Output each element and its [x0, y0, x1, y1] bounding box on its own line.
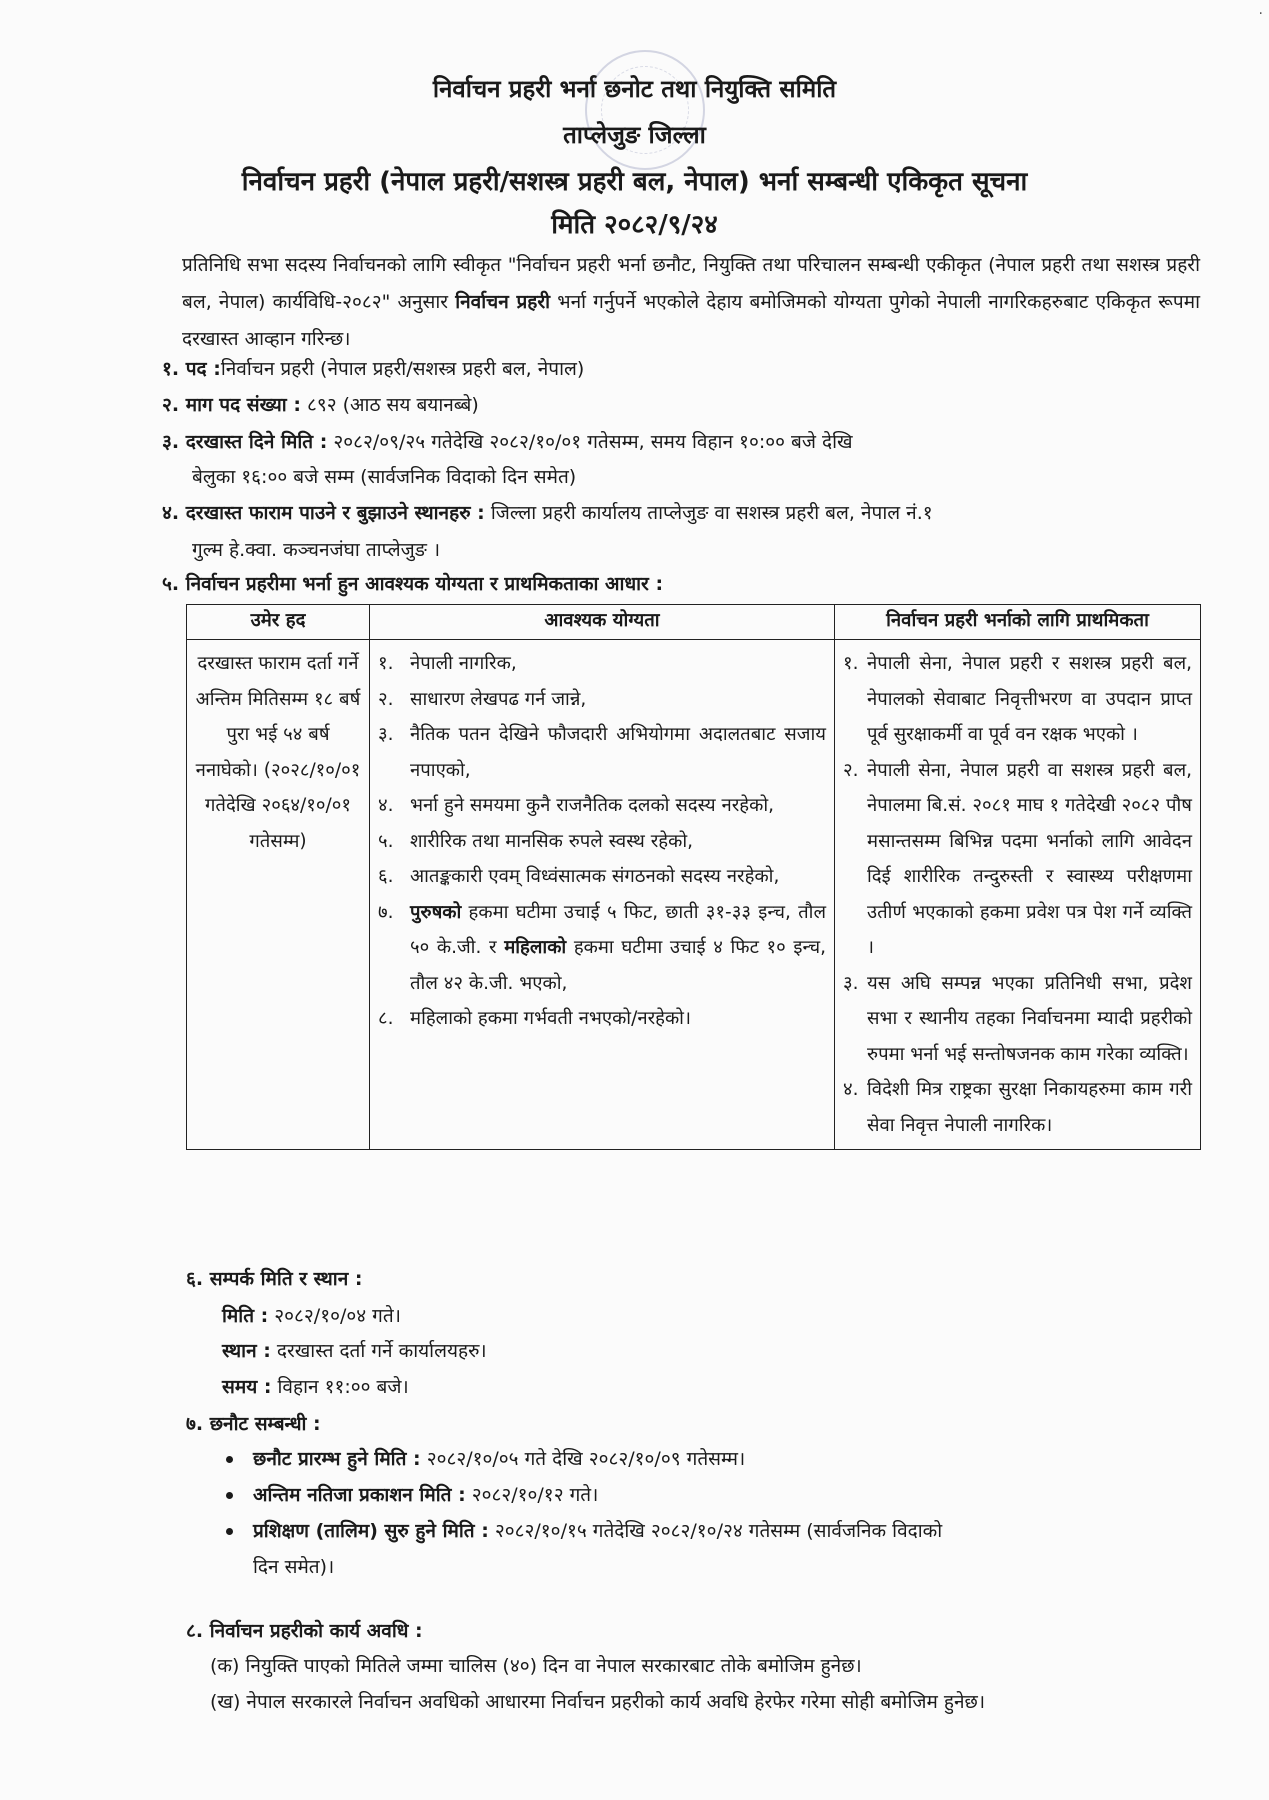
list-item: ४. भर्ना हुने समयमा कुनै राजनैतिक दलको सदस्य नरहेको,: [378, 795, 775, 816]
notice-title: निर्वाचन प्रहरी (नेपाल प्रहरी/सशस्त्र प्रहरी बल, नेपाल) भर्ना सम्बन्धी एकिकृत सूचना: [241, 167, 1028, 197]
contact-place: स्थान : दरखास्त दर्ता गर्ने कार्यालयहरु।: [222, 1340, 487, 1362]
priority-cell: [835, 640, 1201, 1150]
notice-date: मिति २०८२/९/२४: [551, 210, 718, 240]
office-seal-stamp: [585, 50, 705, 170]
col-priority: निर्वाचन प्रहरी भर्नाको लागि प्राथमिकता: [835, 605, 1201, 640]
bullet-icon: [226, 1456, 233, 1463]
section-count: २. माग पद संख्या : ८९२ (आठ सय बयानब्बे): [162, 394, 479, 416]
intro-text-1: प्रतिनिधि सभा सदस्य निर्वाचनको लागि स्वीकृत "निर्वाचन प्रहरी भर्ना छनौट, नियुक्ति तथा परिचालन सम्बन्धी एकीकृत (नेपाल प्रहरी तथा सशस्त्र प्रहरी बल, नेपाल) कार्यविधि-२०८२" अनुसार: [182, 254, 1200, 313]
intro-paragraph: [182, 247, 1200, 358]
committee-title: निर्वाचन प्रहरी भर्ना छनोट तथा नियुक्ति समिति: [432, 75, 837, 103]
list-item: ३. नैतिक पतन देखिने फौजदारी अभियोगमा अदालतबाट सजाय नपाएको,: [378, 724, 826, 781]
contact-date: मिति : २०८२/१०/०४ गते।: [222, 1305, 401, 1327]
selection-training: प्रशिक्षण (तालिम) सुरु हुने मिति : २०८२/१०/१५ गतेदेखि २०८२/१०/२४ गतेसम्म (सार्वजनिक विदाको: [226, 1517, 942, 1543]
corner-mark: ·: [1258, 6, 1263, 22]
section-eligibility-heading: ५. निर्वाचन प्रहरीमा भर्ना हुन आवश्यक योग्यता र प्राथमिकताका आधार :: [162, 573, 664, 595]
table-header-row: [187, 605, 1201, 640]
col-age-limit: उमेर हद: [187, 605, 370, 640]
section-application-date: ३. दरखास्त दिने मिति : २०८२/०९/२५ गतेदेखि २०८२/१०/०१ गतेसम्म, समय विहान १०:०० बजे देखि बेलुका १६:०० बजे सम्म (सार्वजनिक विदाको दिन समेत): [162, 431, 853, 488]
list-item-physical: ७. पुरुषको हकमा घटीमा उचाई ५ फिट, छाती ३१-३३ इन्च, तौल ५० के.जी. र महिलाको हकमा घटीमा उचाई ४ फिट १० इन्च, तौल ४२ के.जी. भएको,: [378, 901, 826, 994]
table-row: [187, 640, 1201, 1150]
contact-time: समय : विहान ११:०० बजे।: [222, 1376, 409, 1398]
bullet-icon: [226, 1528, 233, 1535]
section-post: १. पद :निर्वाचन प्रहरी (नेपाल प्रहरी/सशस्त्र प्रहरी बल, नेपाल): [162, 358, 585, 380]
age-limit-cell: दरखास्त फाराम दर्ता गर्ने अन्तिम मितिसम्म १८ बर्ष पुरा भई ५४ बर्ष ननाघेको। (२०२८/१०/०१ गतेदेखि २०६४/१०/०१ गतेसम्म): [187, 640, 370, 1150]
intro-text-2: भर्ना गर्नुपर्ने भएकोले देहाय बमोजिमको योग्यता पुगेको नेपाली नागरिकहरुबाट एकिकृत रूपमा दरखास्त आव्हान गरिन्छ।: [182, 291, 1200, 350]
term-item-a: (क) नियुक्ति पाएको मितिले जम्मा चालिस (४०) दिन वा नेपाल सरकारबाट तोके बमोजिम हुनेछ।: [210, 1655, 862, 1677]
qualification-cell: [370, 640, 835, 1150]
list-item: ५. शारीरिक तथा मानसिक रुपले स्वस्थ रहेको,: [378, 830, 693, 852]
bullet-icon: [226, 1492, 233, 1499]
selection-training-cont: दिन समेत)।: [253, 1556, 335, 1578]
term-item-b: (ख) नेपाल सरकारले निर्वाचन अवधिको आधारमा निर्वाचन प्रहरीको कार्य अवधि हेरफेर गरेमा सोही बमोजिम हुनेछ।: [210, 1691, 986, 1713]
col-qualification: आवश्यक योग्यता: [370, 605, 835, 640]
list-item: १. नेपाली नागरिक,: [378, 653, 517, 674]
list-item: २. साधारण लेखपढ गर्न जान्ने,: [378, 688, 587, 710]
list-item: ६. आतङ्ककारी एवम् विध्वंसात्मक संगठनको सदस्य नरहेको,: [378, 866, 780, 887]
selection-result: अन्तिम नतिजा प्रकाशन मिति : २०८२/१०/१२ गते।: [226, 1481, 598, 1507]
list-item: २. नेपाली सेना, नेपाल प्रहरी वा सशस्त्र प्रहरी बल, नेपालमा बि.सं. २०८१ माघ १ गतेदेखी २०८२ पौष मसान्तसम्म बिभिन्न पदमा भर्नाको लागि आवेदन दिई शारीरिक तन्दुरुस्ती र स्वास्थ्य परीक्षणमा उतीर्ण भएकाको हकमा प्रवेश पत्र पेश गर्ने व्यक्ति ।: [843, 759, 1192, 958]
contact-heading: ६. सम्पर्क मिति र स्थान :: [186, 1268, 363, 1290]
district-title: ताप्लेजुङ जिल्ला: [563, 121, 706, 149]
list-item: १. नेपाली सेना, नेपाल प्रहरी र सशस्त्र प्रहरी बल, नेपालको सेवाबाट निवृत्तीभरण वा उपदान प्राप्त पूर्व सुरक्षाकर्मी वा पूर्व वन रक्षक भएको ।: [843, 653, 1192, 745]
section-application-place: ४. दरखास्त फाराम पाउने र बुझाउने स्थानहरु : जिल्ला प्रहरी कार्यालय ताप्लेजुङ वा सशस्त्र प्रहरी बल, नेपाल नं.१ गुल्म हे.क्वा. कञ्चनजंघा ताप्लेजुङ ।: [162, 502, 933, 561]
list-item: ४. विदेशी मित्र राष्ट्रका सुरक्षा निकायहरुमा काम गरी सेवा निवृत्त नेपाली नागरिक।: [843, 1079, 1192, 1136]
list-item: ३. यस अघि सम्पन्न भएका प्रतिनिधी सभा, प्रदेश सभा र स्थानीय तहका निर्वाचनमा म्यादी प्रहरीको रुपमा भर्ना भई सन्तोषजनक काम गरेका व्यक्ति।: [843, 972, 1192, 1065]
eligibility-table: [186, 604, 1201, 1150]
selection-start: छनौट प्रारम्भ हुने मिति : २०८२/१०/०५ गते देखि २०८२/१०/०९ गतेसम्म।: [226, 1445, 745, 1471]
list-item: ८. महिलाको हकमा गर्भवती नभएको/नरहेको।: [378, 1008, 691, 1029]
term-heading: ८. निर्वाचन प्रहरीको कार्य अवधि :: [186, 1620, 423, 1642]
intro-bold: निर्वाचन प्रहरी: [455, 291, 551, 313]
selection-heading: ७. छनौट सम्बन्धी :: [186, 1413, 321, 1435]
